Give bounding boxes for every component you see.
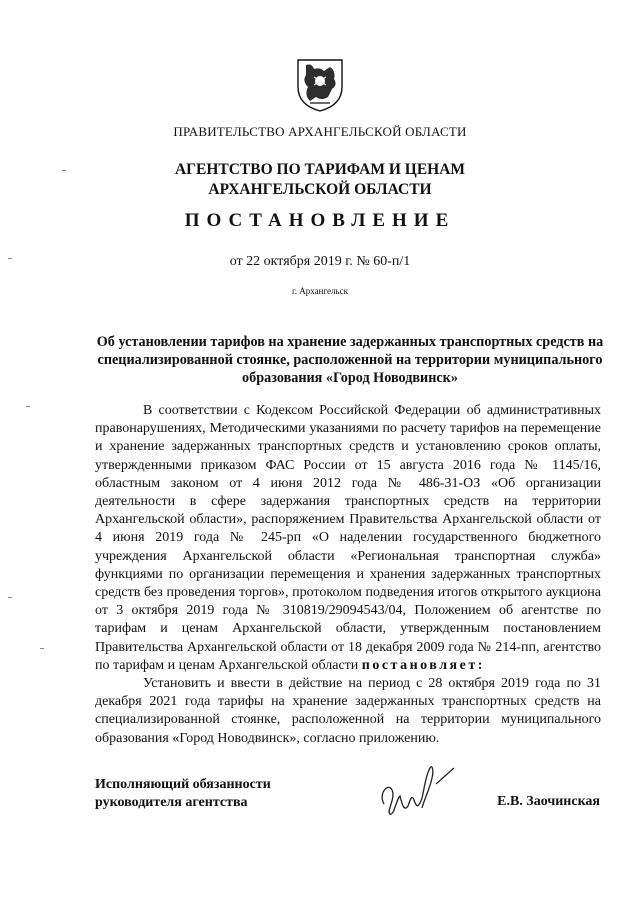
document-body — [95, 402, 601, 748]
agency-name-line-2: АРХАНГЕЛЬСКОЙ ОБЛАСТИ — [208, 181, 432, 198]
date-and-number: от 22 октября 2019 г. № 60-п/1 — [229, 254, 411, 269]
body-paragraph-1 — [95, 402, 601, 675]
margin-mark — [26, 406, 30, 407]
signatory-name: Е.В. Заочинская — [497, 794, 600, 809]
handwritten-signature — [366, 760, 466, 822]
agency-name — [0, 160, 640, 200]
signatory-position-line-2: руководителя агентства — [95, 795, 248, 810]
body-paragraph-1-text: В соответствии с Кодексом Российской Федерации об административных правонарушениях, Методическими указаниями по расчету тарифов на перемещение и хранение задержанных транспортных средств и установлению сроков оплаты, утвержденными приказом ФАС России от 15 августа 2016 года № 1145/16, областным законом от 4 июня 2012 года № 486-31-ОЗ «Об организации деятельности в сфере задержания транспортных средств на территории Архангельской области», распоряжением Правительства Архангельской области от 4 июня 2019 года № 245-рп «О наделении государственного бюджетного учреждения Архангельской области «Региональная транспортная служба» функциями по организации перемещения и хранения задержанных транспортных средств без проведения торгов», протоколом подведения итогов открытого аукциона от 3 октября 2019 года № 310819/29094543/04, Положением об агентстве по тарифам и ценам Архангельской области, утвержденным постановлением Правительства Архангельской области от 18 декабря 2009 года № 214-пп, агентство по тарифам и ценам Архангельской области — [95, 403, 601, 673]
signatory-position — [95, 776, 271, 812]
signatory-position-line-1: Исполняющий обязанности — [95, 777, 271, 792]
city: г. Архангельск — [292, 286, 348, 296]
document-type: ПОСТАНОВЛЕНИЕ — [184, 210, 456, 231]
government-name: ПРАВИТЕЛЬСТВО АРХАНГЕЛЬСКОЙ ОБЛАСТИ — [173, 124, 467, 139]
margin-mark — [8, 258, 12, 259]
document-title: Об установлении тарифов на хранение задержанных транспортных средств на специализированной стоянке, расположенной на территории муниципального образования «Город Новодвинск» — [96, 334, 604, 386]
agency-name-line-1: АГЕНТСТВО ПО ТАРИФАМ И ЦЕНАМ — [174, 161, 466, 178]
coat-of-arms-icon — [294, 57, 346, 113]
margin-mark — [40, 648, 44, 649]
margin-mark — [62, 170, 66, 171]
body-paragraph-2: Установить и ввести в действие на период с 28 октября 2019 года по 31 декабря 2021 года тарифы на хранение задержанных транспортных средств на специализированной стоянке, расположенной на территории муниципального образования «Город Новодвинск», согласно приложению. — [95, 676, 601, 746]
decree-word: постановляет: — [361, 657, 485, 673]
margin-mark — [8, 597, 12, 598]
